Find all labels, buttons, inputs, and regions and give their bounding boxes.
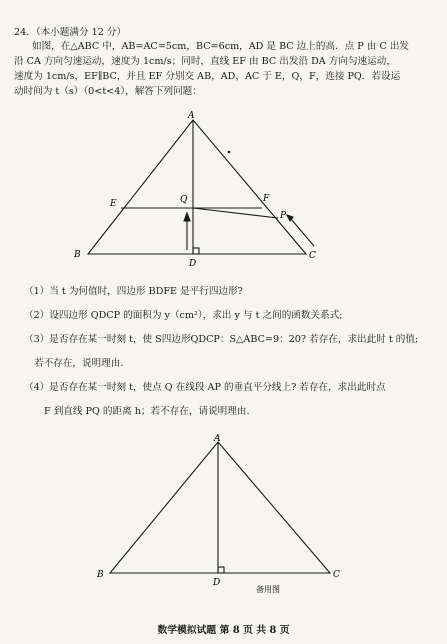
label-f: F: [263, 194, 270, 204]
problem-line-1: 如图，在△ABC 中，AB=AC=5cm，BC=6cm，AD 是 BC 边上的高．点 P 由 C 出发: [32, 41, 410, 52]
spare-label-c: C: [333, 570, 340, 580]
spare-triangle-abc: [110, 442, 330, 573]
question-3: （3）是否存在某一时刻 t，使 S四边形QDCP：S△ABC=9：20? 若存在，求出此时 t 的值;: [24, 334, 419, 345]
right-angle-mark: [193, 248, 199, 254]
problem-line-4: 动时间为 t（s）（0<t<4），解答下列问题：: [14, 86, 202, 97]
label-a: A: [188, 111, 195, 121]
problem-line-3: 速度为 1cm/s，EF∥BC，并且 EF 分别交 AB，AD，AC 于 E，Q，F，连接 PQ．若设运: [14, 71, 401, 82]
label-q: Q: [180, 195, 188, 205]
label-b: B: [74, 250, 81, 260]
spare-right-angle-mark: [218, 567, 224, 573]
spare-label-d: D: [213, 578, 221, 588]
spare-figure-caption: 备用图: [256, 585, 280, 594]
label-e: E: [110, 199, 117, 209]
question-1: （1）当 t 为何值时，四边形 BDFE 是平行四边形?: [24, 286, 243, 297]
question-4-continued: F 到直线 PQ 的距离 h；若不存在，请说明理由.: [44, 406, 250, 417]
figure-spare: [0, 430, 447, 600]
label-c: C: [309, 251, 316, 261]
problem-line-2: 沿 CA 方向匀速运动，速度为 1cm/s；同时，直线 EF 由 BC 出发沿 DA 方向匀速运动，: [14, 56, 396, 67]
speck: [228, 151, 231, 154]
arrow-up-head: [184, 213, 190, 221]
problem-header: 24．（本小题满分 12 分）: [14, 27, 127, 38]
page-footer: 数学模拟试题 第 8 页 共 8 页: [157, 625, 290, 636]
segment-pq: [193, 208, 278, 218]
label-d: D: [189, 259, 197, 269]
figure-main: [0, 100, 447, 280]
triangle-abc: [88, 120, 306, 254]
question-4: （4）是否存在某一时刻 t，使点 Q 在线段 AP 的垂直平分线上? 若存在，求出此时点: [24, 382, 386, 393]
question-2: （2）设四边形 QDCP 的面积为 y（cm²），求出 y 与 t 之间的函数关系式;: [24, 310, 343, 321]
spare-label-a: A: [214, 434, 221, 444]
label-p: P: [280, 211, 287, 221]
spare-label-b: B: [97, 570, 104, 580]
question-3-continued: 若不存在，说明理由.: [34, 358, 124, 369]
arrow-p: [291, 219, 314, 246]
